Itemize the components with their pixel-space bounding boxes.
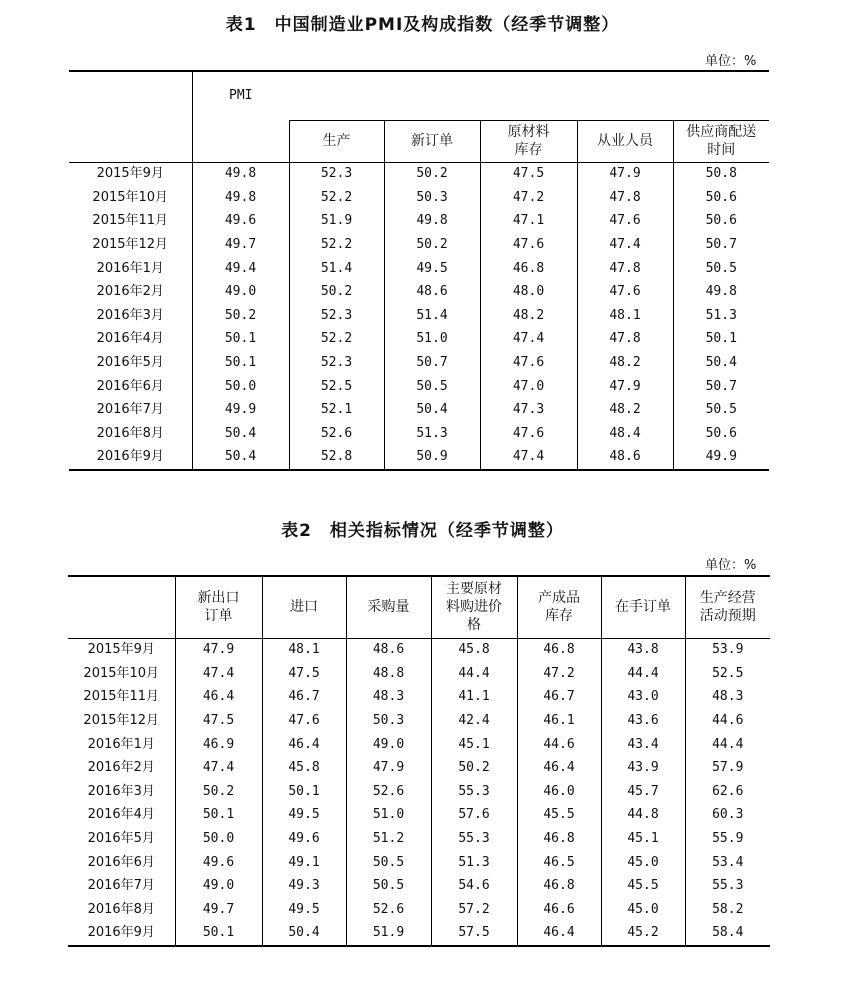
row-date: 2016年1月	[96, 260, 164, 276]
table-cell: 46.4	[175, 686, 262, 710]
table-cell: 52.5	[685, 662, 770, 686]
table-cell: 49.7	[175, 898, 262, 922]
table-cell: 57.2	[431, 898, 517, 922]
table-cell: 47.8	[577, 257, 673, 281]
table-cell: 50.5	[346, 851, 431, 875]
table-cell: 45.0	[601, 851, 685, 875]
row-date: 2015年10月	[92, 189, 169, 205]
table-row	[68, 709, 770, 733]
table-cell: 52.6	[346, 780, 431, 804]
table-cell: 52.2	[289, 328, 384, 352]
table-cell: 50.1	[175, 804, 262, 828]
table-row	[69, 186, 769, 210]
table-cell: 45.5	[517, 804, 601, 828]
table-cell: 45.0	[601, 898, 685, 922]
table-cell: 52.6	[289, 422, 384, 446]
table-row	[68, 804, 770, 828]
row-date: 2016年1月	[87, 736, 155, 752]
table-row	[68, 733, 770, 757]
table-cell: 47.0	[480, 375, 577, 399]
table2-col-header: 新出口 订单	[175, 576, 262, 638]
table-cell: 49.9	[192, 398, 289, 422]
table-cell: 48.3	[346, 686, 431, 710]
table-cell: 44.6	[685, 709, 770, 733]
table1-pmi-header-lower	[192, 120, 289, 162]
table-cell: 50.3	[346, 709, 431, 733]
row-date: 2016年8月	[87, 901, 155, 917]
table-cell: 45.7	[601, 780, 685, 804]
row-date: 2016年4月	[87, 807, 155, 823]
table-cell: 55.3	[431, 827, 517, 851]
table-cell: 51.9	[346, 922, 431, 947]
table-cell: 52.8	[289, 446, 384, 471]
table1-col-header: 原材料 库存	[480, 120, 577, 162]
table-cell: 46.1	[517, 709, 601, 733]
table-cell: 47.5	[175, 709, 262, 733]
table-cell: 50.5	[673, 398, 769, 422]
table-cell: 46.7	[517, 686, 601, 710]
table1-col-header: 生产	[289, 120, 384, 162]
table-cell: 50.9	[384, 446, 480, 471]
table-cell: 51.0	[346, 804, 431, 828]
table-cell: 50.2	[384, 162, 480, 186]
table-cell: 50.5	[384, 375, 480, 399]
table-cell: 52.5	[289, 375, 384, 399]
row-date: 2016年2月	[87, 760, 155, 776]
table-row	[68, 874, 770, 898]
pmi-label: PMI	[229, 88, 253, 103]
table-cell: 52.3	[289, 162, 384, 186]
table-cell: 47.5	[262, 662, 346, 686]
table-cell: 50.4	[673, 351, 769, 375]
row-date: 2016年9月	[68, 922, 175, 947]
table1-unit: 单位：%	[705, 54, 757, 69]
table-row	[69, 233, 769, 257]
table-cell: 47.9	[346, 756, 431, 780]
table2-title: 表2 相关指标情况（经季节调整）	[281, 521, 564, 541]
table-cell: 51.4	[289, 257, 384, 281]
table-cell: 48.6	[346, 638, 431, 662]
table-row	[69, 210, 769, 234]
table-cell: 49.6	[192, 210, 289, 234]
table-cell: 47.4	[577, 233, 673, 257]
table-row	[68, 898, 770, 922]
table-cell: 43.6	[601, 709, 685, 733]
table-cell: 50.2	[384, 233, 480, 257]
table2-corner	[68, 576, 175, 638]
pmi-table	[69, 70, 769, 471]
table-cell: 51.2	[346, 827, 431, 851]
table-cell: 50.0	[192, 375, 289, 399]
table-cell: 45.8	[431, 638, 517, 662]
table-cell: 42.4	[431, 709, 517, 733]
table-row	[68, 780, 770, 804]
row-date: 2015年9月	[87, 642, 155, 658]
table-row	[68, 662, 770, 686]
table-cell: 60.3	[685, 804, 770, 828]
table-cell: 50.7	[384, 351, 480, 375]
table1-corner	[69, 71, 192, 120]
table-cell: 47.9	[175, 638, 262, 662]
row-date: 2016年6月	[96, 378, 164, 394]
table-cell: 46.8	[517, 874, 601, 898]
table-cell: 50.7	[673, 375, 769, 399]
table-row	[69, 398, 769, 422]
table-cell: 50.4	[192, 446, 289, 471]
table-cell: 51.3	[384, 422, 480, 446]
table-cell: 48.2	[480, 304, 577, 328]
table-cell: 51.9	[289, 210, 384, 234]
table-row	[68, 827, 770, 851]
table-cell: 52.2	[289, 186, 384, 210]
related-indicators-table	[68, 575, 770, 947]
row-date: 2016年4月	[96, 331, 164, 347]
row-date: 2016年6月	[87, 854, 155, 870]
table-cell: 50.8	[673, 162, 769, 186]
table-cell: 47.6	[480, 422, 577, 446]
table-row	[68, 686, 770, 710]
table-cell: 47.1	[480, 210, 577, 234]
row-date: 2016年7月	[96, 402, 164, 418]
table-cell: 50.6	[673, 186, 769, 210]
table-cell: 48.6	[384, 280, 480, 304]
table1-corner-lower	[69, 120, 192, 162]
table2-col-header: 主要原材 料购进价 格	[431, 576, 517, 638]
table-cell: 47.8	[577, 328, 673, 352]
table-cell: 50.1	[192, 351, 289, 375]
table-cell: 49.5	[262, 898, 346, 922]
table-cell: 49.8	[192, 162, 289, 186]
row-date: 2015年12月	[83, 713, 160, 729]
table-cell: 47.9	[577, 375, 673, 399]
table-cell: 47.6	[577, 210, 673, 234]
row-date: 2016年5月	[96, 355, 164, 371]
table-cell: 62.6	[685, 780, 770, 804]
table-cell: 45.1	[601, 827, 685, 851]
table-cell: 46.6	[517, 898, 601, 922]
table-row	[69, 162, 769, 186]
table-cell: 52.3	[289, 351, 384, 375]
table1-header-spacer	[289, 71, 769, 120]
row-date: 2016年3月	[87, 783, 155, 799]
table-cell: 47.4	[480, 446, 577, 471]
table-row	[68, 638, 770, 662]
table-cell: 55.3	[431, 780, 517, 804]
table-cell: 50.4	[262, 922, 346, 947]
table-cell: 43.8	[601, 638, 685, 662]
table-cell: 48.8	[346, 662, 431, 686]
table-cell: 48.6	[577, 446, 673, 471]
table-cell: 50.2	[192, 304, 289, 328]
table-cell: 45.5	[601, 874, 685, 898]
table-cell: 50.1	[175, 922, 262, 947]
table-cell: 47.6	[480, 233, 577, 257]
row-date: 2016年3月	[96, 307, 164, 323]
table-cell: 44.4	[601, 662, 685, 686]
table-cell: 47.6	[577, 280, 673, 304]
table-cell: 46.4	[517, 922, 601, 947]
table-cell: 53.4	[685, 851, 770, 875]
table-cell: 50.4	[384, 398, 480, 422]
table-cell: 44.6	[517, 733, 601, 757]
table-cell: 51.0	[384, 328, 480, 352]
table-cell: 49.6	[262, 827, 346, 851]
table-cell: 47.4	[480, 328, 577, 352]
row-date: 2015年10月	[83, 665, 160, 681]
table-cell: 55.9	[685, 827, 770, 851]
table-cell: 43.0	[601, 686, 685, 710]
table-cell: 47.3	[480, 398, 577, 422]
table-cell: 52.2	[289, 233, 384, 257]
table-cell: 48.1	[577, 304, 673, 328]
table-cell: 43.9	[601, 756, 685, 780]
table-cell: 48.1	[262, 638, 346, 662]
table-cell: 50.6	[673, 210, 769, 234]
row-date: 2016年7月	[87, 878, 155, 894]
table-cell: 41.1	[431, 686, 517, 710]
table-cell: 47.2	[517, 662, 601, 686]
table-cell: 50.5	[346, 874, 431, 898]
table-cell: 49.0	[192, 280, 289, 304]
table-cell: 50.2	[175, 780, 262, 804]
table-cell: 47.8	[577, 186, 673, 210]
table-row	[69, 257, 769, 281]
row-date: 2015年11月	[83, 689, 160, 705]
table-row	[69, 328, 769, 352]
table1-col-header: 新订单	[384, 120, 480, 162]
table-cell: 58.4	[685, 922, 770, 947]
table-cell: 46.4	[517, 756, 601, 780]
table-row	[69, 422, 769, 446]
table-cell: 47.6	[480, 351, 577, 375]
table-cell: 50.1	[673, 328, 769, 352]
table1-col-header: 供应商配送 时间	[673, 120, 769, 162]
table-cell: 49.0	[175, 874, 262, 898]
table-cell: 49.9	[673, 446, 769, 471]
table-cell: 50.7	[673, 233, 769, 257]
table-cell: 50.3	[384, 186, 480, 210]
table-cell: 46.0	[517, 780, 601, 804]
table-cell: 47.6	[262, 709, 346, 733]
row-date: 2016年5月	[87, 831, 155, 847]
table-cell: 48.2	[577, 351, 673, 375]
table-cell: 45.1	[431, 733, 517, 757]
table-cell: 48.2	[577, 398, 673, 422]
table-cell: 49.7	[192, 233, 289, 257]
table2-unit: 单位：%	[705, 558, 757, 573]
table-cell: 49.8	[192, 186, 289, 210]
table-row	[68, 922, 770, 947]
table-cell: 52.6	[346, 898, 431, 922]
table-row	[69, 280, 769, 304]
table-cell: 51.3	[431, 851, 517, 875]
table2-col-header: 采购量	[346, 576, 431, 638]
table-cell: 49.5	[384, 257, 480, 281]
table-cell: 52.3	[289, 304, 384, 328]
table-cell: 49.8	[673, 280, 769, 304]
table-cell: 48.0	[480, 280, 577, 304]
table-cell: 49.3	[262, 874, 346, 898]
table2-col-header: 在手订单	[601, 576, 685, 638]
table-cell: 46.9	[175, 733, 262, 757]
table-cell: 50.0	[175, 827, 262, 851]
table-cell: 52.1	[289, 398, 384, 422]
table-cell: 58.2	[685, 898, 770, 922]
table-cell: 46.4	[262, 733, 346, 757]
table-cell: 44.4	[431, 662, 517, 686]
table-cell: 47.4	[175, 756, 262, 780]
table-cell: 47.4	[175, 662, 262, 686]
table-cell: 46.8	[517, 638, 601, 662]
table-cell: 46.8	[517, 827, 601, 851]
table-row	[69, 351, 769, 375]
table-cell: 53.9	[685, 638, 770, 662]
table-cell: 45.8	[262, 756, 346, 780]
table1-col-header: 从业人员	[577, 120, 673, 162]
table-cell: 49.5	[262, 804, 346, 828]
row-date: 2016年9月	[69, 446, 192, 471]
table-cell: 43.4	[601, 733, 685, 757]
table-cell: 49.0	[346, 733, 431, 757]
row-date: 2016年8月	[96, 425, 164, 441]
table-cell: 45.2	[601, 922, 685, 947]
table-cell: 55.3	[685, 874, 770, 898]
table-cell: 57.6	[431, 804, 517, 828]
table-cell: 50.1	[262, 780, 346, 804]
table-cell: 48.4	[577, 422, 673, 446]
table-cell: 50.2	[431, 756, 517, 780]
table-cell: 48.3	[685, 686, 770, 710]
table-cell: 51.4	[384, 304, 480, 328]
row-date: 2015年11月	[92, 213, 169, 229]
table-row	[69, 375, 769, 399]
table2-col-header: 生产经营 活动预期	[685, 576, 770, 638]
row-date: 2015年12月	[92, 237, 169, 253]
table-cell: 44.4	[685, 733, 770, 757]
table-cell: 50.1	[192, 328, 289, 352]
table-row	[69, 304, 769, 328]
table-row	[68, 851, 770, 875]
table1-pmi-header	[192, 71, 289, 120]
table-cell: 50.2	[289, 280, 384, 304]
table1-title: 表1 中国制造业PMI及构成指数（经季节调整）	[225, 15, 620, 35]
table-cell: 46.5	[517, 851, 601, 875]
table-cell: 49.1	[262, 851, 346, 875]
row-date: 2016年2月	[96, 284, 164, 300]
table-cell: 46.7	[262, 686, 346, 710]
table-cell: 49.8	[384, 210, 480, 234]
table-cell: 44.8	[601, 804, 685, 828]
table-cell: 47.5	[480, 162, 577, 186]
table-row	[68, 756, 770, 780]
table-cell: 49.4	[192, 257, 289, 281]
table-row	[69, 446, 769, 471]
row-date: 2015年9月	[96, 166, 164, 182]
table-cell: 50.6	[673, 422, 769, 446]
table-cell: 57.9	[685, 756, 770, 780]
table-cell: 50.5	[673, 257, 769, 281]
table-cell: 50.4	[192, 422, 289, 446]
table-cell: 54.6	[431, 874, 517, 898]
table-cell: 51.3	[673, 304, 769, 328]
table2-col-header: 进口	[262, 576, 346, 638]
table-cell: 49.6	[175, 851, 262, 875]
table2-col-header: 产成品 库存	[517, 576, 601, 638]
table-cell: 47.9	[577, 162, 673, 186]
table-cell: 57.5	[431, 922, 517, 947]
table-cell: 47.2	[480, 186, 577, 210]
table-cell: 46.8	[480, 257, 577, 281]
